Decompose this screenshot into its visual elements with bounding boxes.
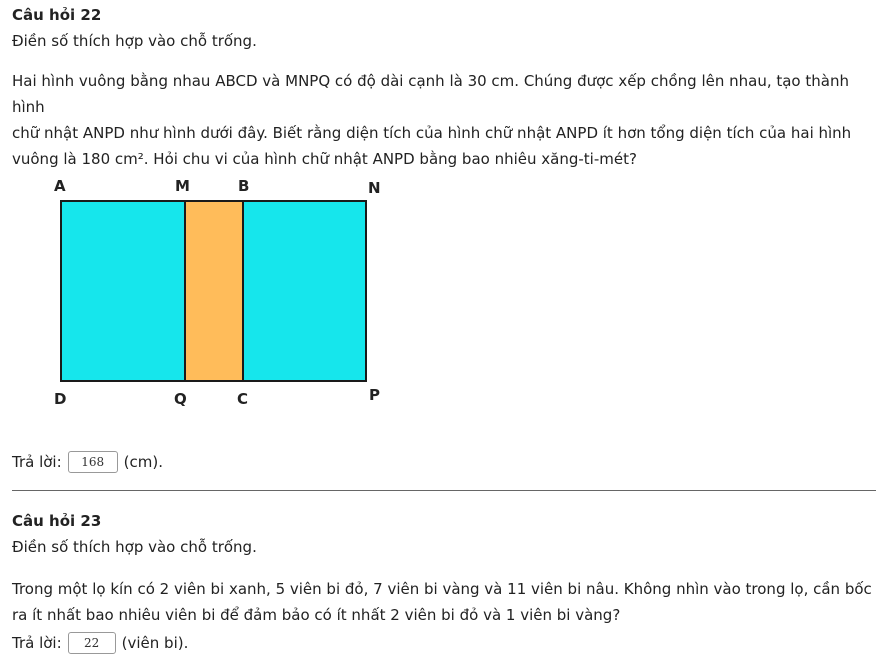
question-22-instruction: Điền số thích hợp vào chỗ trống.	[12, 32, 257, 50]
question-22-line-3: vuông là 180 cm². Hỏi chu vi của hình chữ nhật ANPD bằng bao nhiêu xăng-ti-mét?	[12, 150, 637, 168]
square-abcd-left	[61, 201, 185, 381]
answer-label: Trả lời:	[12, 453, 62, 471]
label-m: M	[175, 177, 190, 195]
overlapping-squares-figure	[40, 170, 400, 419]
square-mnpq-right	[243, 201, 366, 381]
label-n: N	[368, 179, 381, 197]
question-23-title: Câu hỏi 23	[12, 512, 102, 530]
answer-label: Trả lời:	[12, 634, 62, 652]
question-22-title: Câu hỏi 22	[12, 6, 102, 24]
question-23-line-2: ra ít nhất bao nhiêu viên bi để đảm bảo có ít nhất 2 viên bi đỏ và 1 viên bi vàng?	[12, 606, 621, 624]
question-23-instruction: Điền số thích hợp vào chỗ trống.	[12, 538, 257, 556]
answer-unit: (cm).	[123, 453, 163, 471]
label-q: Q	[174, 390, 187, 408]
figure-svg	[40, 170, 400, 415]
label-c: C	[237, 390, 249, 408]
label-p: P	[369, 386, 380, 404]
label-d: D	[54, 390, 67, 408]
answer-input-22[interactable]: 168	[68, 451, 118, 473]
answer-unit: (viên bi).	[121, 634, 189, 652]
question-22-text	[12, 68, 874, 172]
question-divider	[12, 490, 876, 491]
question-22-line-2: chữ nhật ANPD như hình dưới đây. Biết rằng diện tích của hình chữ nhật ANPD ít hơn tổng diện tích của hai hình	[12, 124, 852, 142]
question-22-line-1: Hai hình vuông bằng nhau ABCD và MNPQ có độ dài cạnh là 30 cm. Chúng được xếp chồng lên nhau, tạo thành hình	[12, 72, 849, 116]
question-23-line-1: Trong một lọ kín có 2 viên bi xanh, 5 viên bi đỏ, 7 viên bi vàng và 11 viên bi nâu. Không nhìn vào trong lọ, cần bốc	[12, 580, 872, 598]
overlap-region-mbcq	[185, 201, 243, 381]
label-b: B	[238, 177, 250, 195]
question-23-answer-row	[12, 631, 188, 655]
answer-input-23[interactable]: 22	[68, 632, 116, 654]
label-a: A	[54, 177, 66, 195]
question-23-text	[12, 576, 874, 628]
question-22-answer-row	[12, 450, 163, 474]
